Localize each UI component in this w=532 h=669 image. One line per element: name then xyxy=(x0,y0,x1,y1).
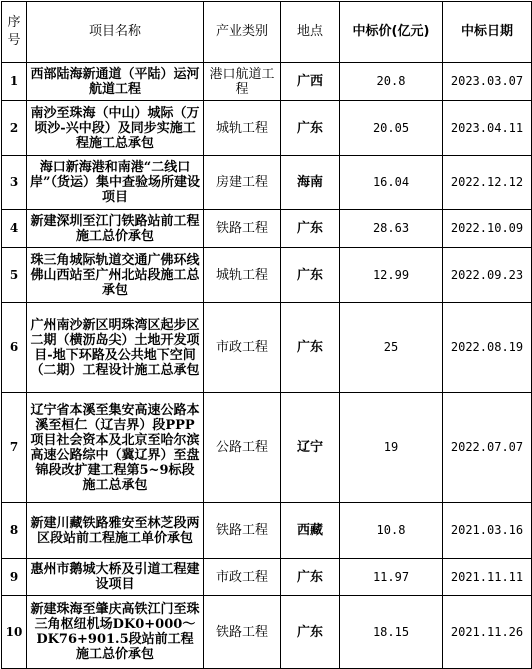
bid-date: 2022.07.07 xyxy=(443,393,532,503)
location: 广东 xyxy=(281,559,340,596)
header-industry: 产业类别 xyxy=(204,2,281,63)
header-location: 地点 xyxy=(281,2,340,63)
bid-price: 28.63 xyxy=(340,210,443,248)
project-name: 西部陆海新通道（平陆）运河航道工程 xyxy=(27,63,204,101)
bid-price: 20.05 xyxy=(340,101,443,156)
bid-date: 2023.03.07 xyxy=(443,63,532,101)
header-row xyxy=(2,2,532,63)
industry-category: 铁路工程 xyxy=(204,596,281,669)
project-name: 辽宁省本溪至集安高速公路本溪至桓仁（辽吉界）段PPP项目社会资本及北京至哈尔滨高速公路综中（冀辽界）至盘锦段改扩建工程第5~9标段施工总承包 xyxy=(27,393,204,503)
industry-category: 铁路工程 xyxy=(204,210,281,248)
location: 广西 xyxy=(281,63,340,101)
bid-price: 25 xyxy=(340,303,443,393)
table-row xyxy=(2,393,532,503)
location: 广东 xyxy=(281,101,340,156)
row-number: 4 xyxy=(2,210,27,248)
project-name: 南沙至珠海（中山）城际（万顷沙-兴中段）及同步实施工程施工总承包 xyxy=(27,101,204,156)
bid-date: 2021.11.26 xyxy=(443,596,532,669)
bid-results-table xyxy=(1,1,532,669)
project-name: 新建深圳至江门铁路站前工程施工总价承包 xyxy=(27,210,204,248)
table-row xyxy=(2,63,532,101)
row-number: 7 xyxy=(2,393,27,503)
industry-category: 房建工程 xyxy=(204,156,281,210)
bid-price: 10.8 xyxy=(340,503,443,559)
table-row xyxy=(2,156,532,210)
project-name: 惠州市鹅城大桥及引道工程建设项目 xyxy=(27,559,204,596)
row-number: 9 xyxy=(2,559,27,596)
bid-price: 18.15 xyxy=(340,596,443,669)
project-name: 新建川藏铁路雅安至林芝段两区段站前工程施工单价承包 xyxy=(27,503,204,559)
bid-date: 2022.10.09 xyxy=(443,210,532,248)
bid-date: 2021.03.16 xyxy=(443,503,532,559)
bid-date: 2023.04.11 xyxy=(443,101,532,156)
location: 西藏 xyxy=(281,503,340,559)
bid-date: 2022.08.19 xyxy=(443,303,532,393)
bid-date: 2021.11.11 xyxy=(443,559,532,596)
table-row xyxy=(2,210,532,248)
industry-category: 铁路工程 xyxy=(204,503,281,559)
industry-category: 城轨工程 xyxy=(204,101,281,156)
row-number: 1 xyxy=(2,63,27,101)
header-bid-date: 中标日期 xyxy=(443,2,532,63)
header-no: 序号 xyxy=(2,2,27,63)
row-number: 5 xyxy=(2,248,27,303)
location: 广东 xyxy=(281,210,340,248)
industry-category: 城轨工程 xyxy=(204,248,281,303)
industry-category: 港口航道工程 xyxy=(204,63,281,101)
project-name: 新建珠海至肇庆高铁江门至珠三角枢纽机场DK0+000～DK76+901.5段站前工程施工总价承包 xyxy=(27,596,204,669)
table-row xyxy=(2,596,532,669)
bid-date: 2022.12.12 xyxy=(443,156,532,210)
bid-date: 2022.09.23 xyxy=(443,248,532,303)
header-project-name: 项目名称 xyxy=(27,2,204,63)
bid-price: 11.97 xyxy=(340,559,443,596)
project-name: 广州南沙新区明珠湾区起步区二期（横沥岛尖）土地开发项目-地下环路及公共地下空间（二期）工程设计施工总承包 xyxy=(27,303,204,393)
header-bid-price: 中标价(亿元) xyxy=(340,2,443,63)
bid-price: 12.99 xyxy=(340,248,443,303)
bid-price: 19 xyxy=(340,393,443,503)
location: 广东 xyxy=(281,248,340,303)
industry-category: 公路工程 xyxy=(204,393,281,503)
row-number: 6 xyxy=(2,303,27,393)
row-number: 2 xyxy=(2,101,27,156)
row-number: 8 xyxy=(2,503,27,559)
location: 辽宁 xyxy=(281,393,340,503)
table-row xyxy=(2,559,532,596)
row-number: 10 xyxy=(2,596,27,669)
table-row xyxy=(2,101,532,156)
bid-price: 16.04 xyxy=(340,156,443,210)
table-row xyxy=(2,248,532,303)
industry-category: 市政工程 xyxy=(204,559,281,596)
location: 广东 xyxy=(281,303,340,393)
row-number: 3 xyxy=(2,156,27,210)
project-name: 珠三角城际轨道交通广佛环线佛山西站至广州北站段施工总承包 xyxy=(27,248,204,303)
location: 海南 xyxy=(281,156,340,210)
table-row xyxy=(2,503,532,559)
location: 广东 xyxy=(281,596,340,669)
project-name: 海口新海港和南港“二线口岸”（货运）集中查验场所建设项目 xyxy=(27,156,204,210)
table-row xyxy=(2,303,532,393)
bid-price: 20.8 xyxy=(340,63,443,101)
industry-category: 市政工程 xyxy=(204,303,281,393)
